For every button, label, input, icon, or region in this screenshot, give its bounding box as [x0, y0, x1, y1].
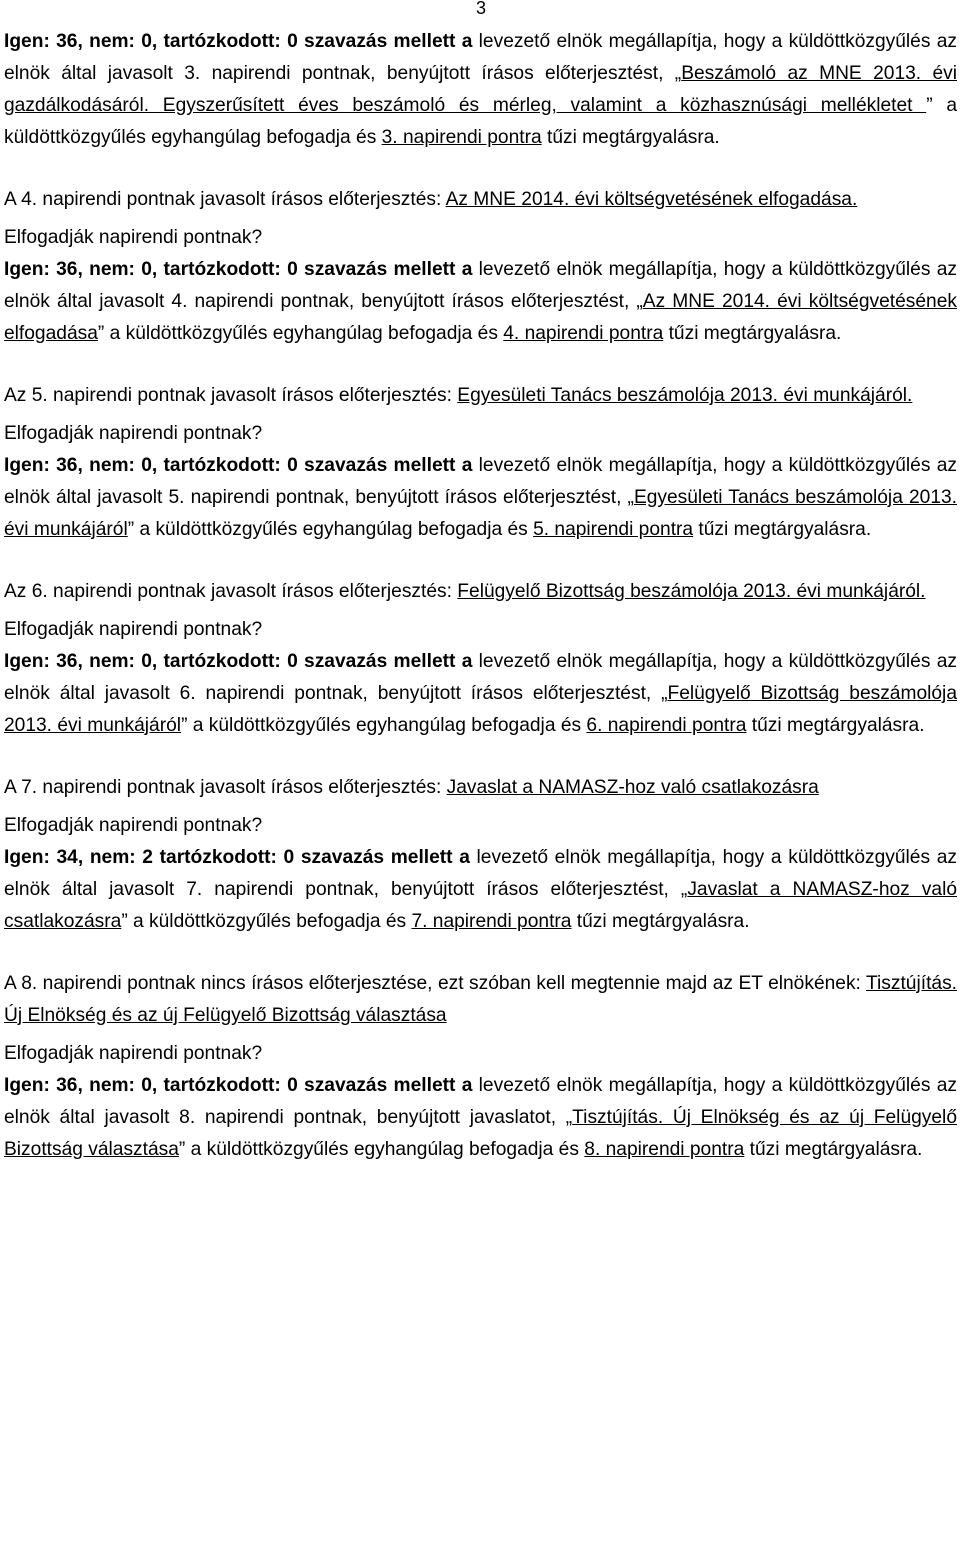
underlined-title-text: 5. napirendi pontra — [533, 519, 694, 540]
body-text: tűzi megtárgyalásra. — [541, 127, 720, 148]
vote-result-paragraph — [4, 1070, 957, 1166]
agenda-item-paragraph — [4, 772, 957, 804]
question-paragraph — [4, 418, 957, 450]
underlined-title-text: Felügyelő Bizottság beszámolója 2013. évi munkájáról. — [457, 581, 926, 602]
vote-result-paragraph — [4, 254, 957, 350]
vote-count-text: Igen: 36, nem: 0, tartózkodott: 0 szavazás mellett a — [4, 1075, 473, 1096]
body-text: Az 6. napirendi pontnak javasolt írásos előterjesztés: — [4, 581, 458, 602]
underlined-title-text: Tisztújítás. Új Elnökség és az új Felügyelő Bizottság választása — [4, 1107, 957, 1160]
question-paragraph — [4, 222, 957, 254]
document-body — [4, 0, 957, 1166]
underlined-title-text: Egyesületi Tanács beszámolója 2013. évi munkájáról — [4, 487, 957, 540]
underlined-title-text: Javaslat a NAMASZ-hoz való csatlakozásra — [4, 879, 958, 932]
underlined-title-text: 7. napirendi pontra — [411, 911, 572, 932]
body-text: tűzi megtárgyalásra. — [693, 519, 872, 540]
body-text: Elfogadják napirendi pontnak? — [4, 227, 263, 248]
body-text: levezető elnök megállapítja, hogy a küldöttközgyűlés az elnök által javasolt 7. napirendi pontnak, benyújtott írásos előterjesztést, „ — [4, 847, 957, 900]
question-paragraph — [4, 614, 957, 646]
underlined-title-text: Javaslat a NAMASZ-hoz való csatlakozásra — [446, 777, 819, 798]
vote-result-paragraph — [4, 842, 957, 938]
body-text: Elfogadják napirendi pontnak? — [4, 815, 263, 836]
body-text: ” a küldöttközgyűlés egyhangúlag befogadja és — [181, 715, 587, 736]
underlined-title-text: Felügyelő Bizottság beszámolója 2013. évi munkájáról — [4, 683, 957, 736]
underlined-title-text: 4. napirendi pontra — [503, 323, 664, 344]
vote-count-text: Igen: 36, nem: 0, tartózkodott: 0 szavazás mellett a — [4, 455, 473, 476]
underlined-title-text: Az MNE 2014. évi költségvetésének elfogadása. — [445, 189, 858, 210]
vote-result-paragraph — [4, 646, 957, 742]
vote-result-paragraph — [4, 450, 957, 546]
body-text: A 7. napirendi pontnak javasolt írásos előterjesztés: — [4, 777, 447, 798]
body-text: A 4. napirendi pontnak javasolt írásos előterjesztés: — [4, 189, 446, 210]
page-number: 3 — [476, 0, 487, 18]
underlined-title-text: 8. napirendi pontra — [584, 1139, 745, 1160]
body-text: ” a küldöttközgyűlés egyhangúlag befogadja és — [4, 95, 957, 148]
body-text: levezető elnök megállapítja, hogy a küldöttközgyűlés az elnök által javasolt 3. napirendi pontnak, benyújtott írásos előterjesztést, „ — [4, 31, 957, 84]
body-text: Elfogadják napirendi pontnak? — [4, 619, 263, 640]
body-text: tűzi megtárgyalásra. — [744, 1139, 923, 1160]
underlined-title-text: Tisztújítás. Új Elnökség és az új Felügyelő Bizottság választása — [4, 973, 957, 1026]
body-text: ” a küldöttközgyűlés egyhangúlag befogadja és — [127, 519, 534, 540]
underlined-title-text: Egyesületi Tanács beszámolója 2013. évi munkájáról. — [457, 385, 913, 406]
underlined-title-text: Beszámoló az MNE 2013. évi gazdálkodásáról. Egyszerűsített éves beszámoló és mérleg, valamint a közhasznúsági mellékletet — [4, 63, 958, 116]
body-text: levezető elnök megállapítja, hogy a küldöttközgyűlés az elnök által javasolt 5. napirendi pontnak, benyújtott írásos előterjesztést, „ — [4, 455, 957, 508]
underlined-title-text: Az MNE 2014. évi költségvetésének elfogadása — [4, 291, 957, 344]
body-text: tűzi megtárgyalásra. — [663, 323, 842, 344]
question-paragraph — [4, 1038, 957, 1070]
body-text: levezető elnök megállapítja, hogy a küldöttközgyűlés az elnök által javasolt 6. napirendi pontnak, benyújtott írásos előterjesztést, „ — [4, 651, 957, 704]
vote-count-text: Igen: 36, nem: 0, tartózkodott: 0 szavazás mellett a — [4, 259, 473, 280]
agenda-item-paragraph — [4, 380, 957, 412]
vote-count-text: Igen: 36, nem: 0, tartózkodott: 0 szavazás mellett a — [4, 651, 473, 672]
body-text: Elfogadják napirendi pontnak? — [4, 1043, 263, 1064]
agenda-item-paragraph — [4, 184, 957, 216]
question-paragraph — [4, 810, 957, 842]
agenda-item-paragraph — [4, 968, 957, 1032]
underlined-title-text: 3. napirendi pontra — [381, 127, 542, 148]
vote-count-text: Igen: 34, nem: 2 tartózkodott: 0 szavazás mellett a — [4, 847, 470, 868]
body-text: A 8. napirendi pontnak nincs írásos előterjesztése, ezt szóban kell megtennie majd az ET elnökének: — [4, 973, 867, 994]
body-text: ” a küldöttközgyűlés egyhangúlag befogadja és — [178, 1139, 585, 1160]
body-text: tűzi megtárgyalásra. — [571, 911, 750, 932]
body-text: levezető elnök megállapítja, hogy a küldöttközgyűlés az elnök által javasolt 4. napirendi pontnak, benyújtott írásos előterjesztést, „ — [4, 259, 957, 312]
body-text: ” a küldöttközgyűlés egyhangúlag befogadja és — [97, 323, 504, 344]
vote-result-paragraph — [4, 26, 957, 154]
body-text: Elfogadják napirendi pontnak? — [4, 423, 263, 444]
body-text: ” a küldöttközgyűlés befogadja és — [121, 911, 412, 932]
body-text: tűzi megtárgyalásra. — [746, 715, 925, 736]
body-text: levezető elnök megállapítja, hogy a küldöttközgyűlés az elnök által javasolt 8. napirendi pontnak, benyújtott javaslatot, „ — [4, 1075, 957, 1128]
underlined-title-text: 6. napirendi pontra — [586, 715, 747, 736]
vote-count-text: Igen: 36, nem: 0, tartózkodott: 0 szavazás mellett a — [4, 31, 473, 52]
body-text: Az 5. napirendi pontnak javasolt írásos előterjesztés: — [4, 385, 458, 406]
agenda-item-paragraph — [4, 576, 957, 608]
document-page — [4, 0, 957, 1166]
